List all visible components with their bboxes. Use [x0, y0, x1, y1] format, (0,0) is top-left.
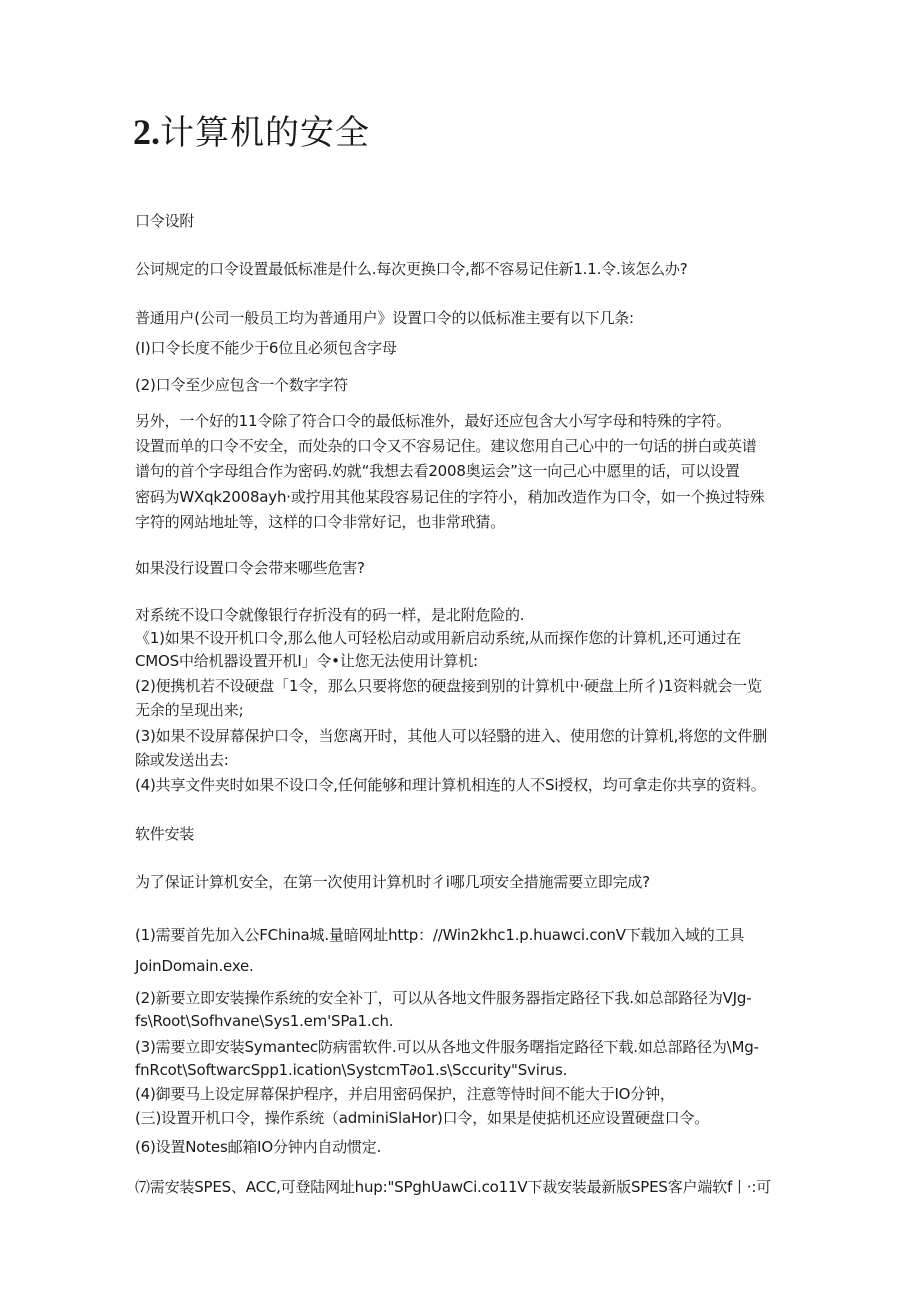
heading-password-settings: 口令设附 — [135, 212, 195, 230]
measure-item-5: (三)设置开机口令，操作系统（adminiSlaHor)口令，如果是使掂机还应设置硬盘口令。 — [135, 1109, 710, 1127]
measure-item-2-cont: fs\Root\Sofhvane\Sys1.em'SPa1.ch. — [135, 1012, 394, 1030]
question-password-standard: 公诃规定的口令设置最低标准是什么.每次更换口令,都不容易记住新1.1.令.该怎么办? — [135, 260, 688, 278]
risk-item-2-cont: 无余的呈现出来; — [135, 701, 244, 719]
risk-item-3: (3)如果不设屏幕保护口令，当您离开时，其他人可以轻翳的进入、使用您的计算机,将您的文件删 — [135, 727, 768, 745]
rule-item-1: (I)口令长度不能少于6位且必须包含字母 — [135, 339, 397, 357]
paragraph-line: 字符的网站地址等，这样的口令非常好记，也非常玳猜。 — [135, 513, 506, 531]
measure-item-3-cont: fnRcot\SoftwarcSpp1.ication\SystcmT∂o1.s\Sccurity"Svirus. — [135, 1061, 568, 1079]
section-number: 2. — [133, 112, 160, 152]
paragraph-line: 对系统不设口令就像银行存折没有的码一样，是北附危险的. — [135, 606, 525, 624]
measure-item-7: ⑺需安装SPES、ACC,可登陆网址hup:"SPghUawCi.co11V下裁安装最新版SPES客户端软f丨·:可 — [135, 1178, 772, 1196]
risk-item-1: 《1)如果不设开机口令,那么他人可轻松启动或用新启动系统,从而探作您的计算机,还可通过在 — [135, 629, 741, 647]
section-title-text: 计算机的安全 — [160, 113, 370, 153]
section-title — [133, 110, 370, 155]
measure-item-2: (2)新要立即安装操作系统的安全补丁，可以从各地文件服务器指定路径下我.如总部路径为VJg- — [135, 989, 752, 1007]
risk-item-1-cont: CMOS中给机器设置开机I」令•让您无法使用计算机: — [135, 652, 478, 670]
measure-item-1: (1)需要首先加入公FChina城.量暗网址http：//Win2khc1.p.huawci.conV下载加入域的工具 — [135, 926, 745, 944]
question-risks: 如果没行设置口令会带来哪些危害? — [135, 559, 365, 577]
measure-item-3: (3)需要立即安装Symantec防病雷软件.可以从各地文件服务曙指定路径下载.如总部路径为\Mg- — [135, 1038, 759, 1056]
measure-item-4: (4)御要马上设定屏幕保护程序，并启用密码保护，注意等恃时间不能大于IO分钟， — [135, 1085, 675, 1103]
question-security-measures: 为了保证计算机安全，在第一次使用计算机时彳i哪几项安全措施需要立即完成? — [135, 873, 650, 891]
heading-software-install: 软件安装 — [135, 825, 195, 843]
answer-intro: 普通用户(公司一般员工均为普通用户》设置口令的以低标准主要有以下几条: — [135, 309, 634, 327]
risk-item-2: (2)便携机若不设硬盘「1令，那么只要将您的硬盘接到别的计算机中·硬盘上所彳)1资料就会一览 — [135, 677, 762, 695]
paragraph-line: 设置而单的口令不安全，而处杂的口令又不容易记住。建议您用自己心中的一句话的拼白或英谱 — [135, 437, 757, 455]
rule-item-2: (2)口令至少应包含一个数字字符 — [135, 376, 349, 394]
paragraph-line: 谱句的首个字母组合作为密码.妁就“我想去看2008奥运会”这一向己心中愿里的话，可以设置 — [135, 462, 740, 480]
measure-item-6: (6)设置Notes邮箱IO分钟内自动惯定. — [135, 1138, 382, 1156]
paragraph-line: 密码为WXqk2008ayh·或拧用其他某段容易记住的字符小，稍加改造作为口令，如一个换过特殊 — [135, 488, 765, 506]
risk-item-3-cont: 除或发送出去: — [135, 751, 229, 769]
risk-item-4: (4)共享文件夹时如果不设口令,任何能够和理计算机相连的人不Si授权，均可拿走你共享的资料。 — [135, 776, 766, 794]
paragraph-line: 另外，一个好的11令除了符合口令的最低标准外，最好还应包含大小写字母和特殊的字符。 — [135, 412, 731, 430]
measure-item-1-cont: JoinDomain.exe. — [135, 957, 254, 975]
